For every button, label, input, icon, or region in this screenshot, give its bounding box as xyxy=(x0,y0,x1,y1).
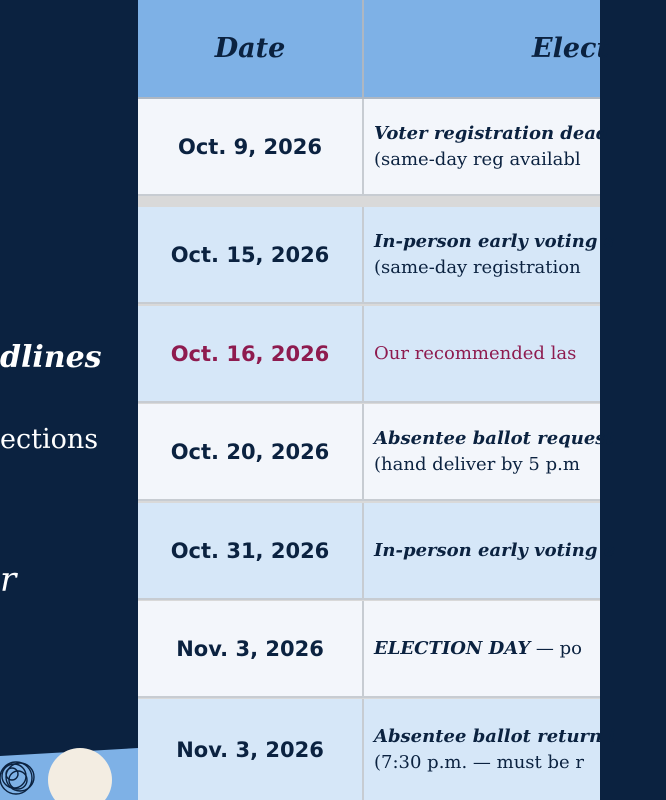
side-text-fragment: r xyxy=(0,560,17,600)
header-event: Elect xyxy=(532,33,609,64)
event-note: (7:30 p.m. — must be r xyxy=(374,751,584,773)
table-row xyxy=(138,503,616,600)
row-event xyxy=(366,404,666,499)
event-title-strong: ELECTION DAY xyxy=(374,637,531,659)
row-event xyxy=(366,503,666,598)
row-date: Oct. 16, 2026 xyxy=(138,306,364,401)
row-date: Oct. 20, 2026 xyxy=(138,404,364,499)
table-row-highlight xyxy=(138,306,600,403)
side-subheading-fragment: ections xyxy=(0,424,99,455)
table-row xyxy=(138,601,600,698)
row-date: Oct. 15, 2026 xyxy=(138,207,364,302)
row-date: Nov. 3, 2026 xyxy=(138,601,364,696)
event-title: Our recommended las xyxy=(374,342,577,364)
left-panel xyxy=(0,0,138,800)
table-row xyxy=(138,404,614,501)
side-heading-fragment: dlines xyxy=(0,340,102,375)
event-title xyxy=(374,636,666,661)
row-date: Oct. 9, 2026 xyxy=(138,99,364,194)
scribble-decoration-icon xyxy=(0,740,138,800)
row-event xyxy=(366,306,666,401)
event-title: Absentee ballot request xyxy=(374,428,614,450)
event-note: (same-day reg availabl xyxy=(374,148,581,170)
event-title: In-person early voting s xyxy=(374,231,614,253)
event-title: In-person early voting e xyxy=(374,539,616,561)
header-date: Date xyxy=(138,0,364,97)
table-header xyxy=(138,0,609,99)
event-title-rest: — po xyxy=(530,637,582,659)
row-date: Nov. 3, 2026 xyxy=(138,699,364,800)
row-date: Oct. 31, 2026 xyxy=(138,503,364,598)
table-row xyxy=(138,99,609,196)
event-note: (hand deliver by 5 p.m xyxy=(374,453,580,475)
table-row xyxy=(138,699,616,800)
table-row xyxy=(138,207,614,304)
deadlines-table xyxy=(138,0,616,800)
event-title: Absentee ballot return i xyxy=(374,726,616,748)
row-event xyxy=(366,99,666,194)
row-event xyxy=(366,601,666,696)
row-event xyxy=(366,207,666,302)
row-event xyxy=(366,699,666,800)
event-title: Voter registration dead xyxy=(374,123,609,145)
event-note: (same-day registration xyxy=(374,256,581,278)
